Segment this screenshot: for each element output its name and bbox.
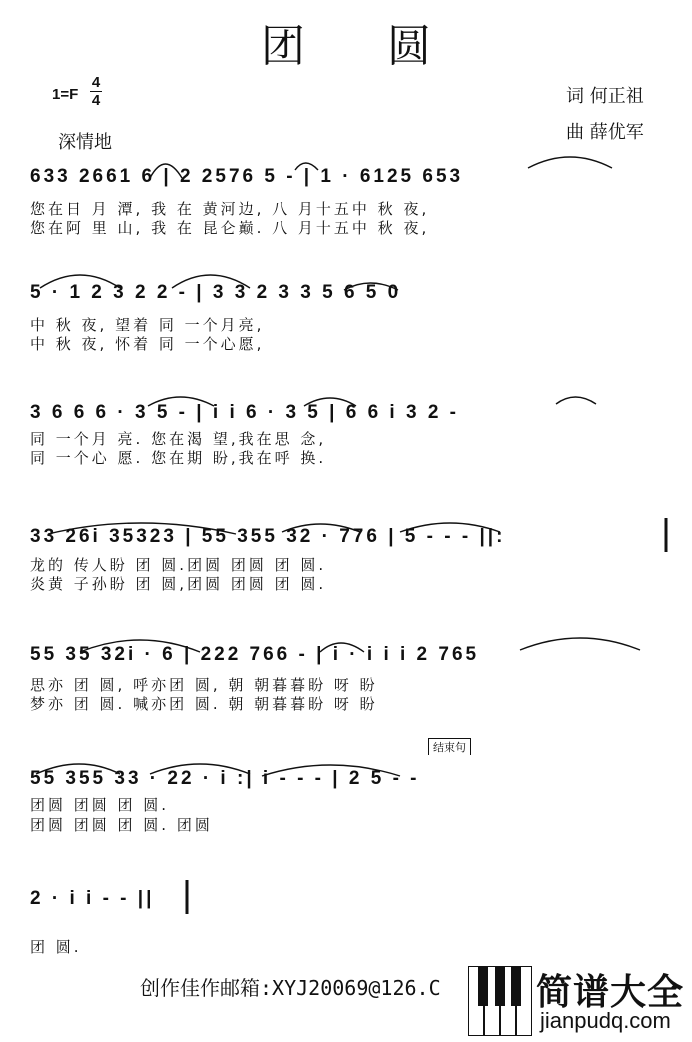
time-signature-bottom: 4 — [91, 92, 101, 109]
time-signature-top: 4 — [91, 74, 101, 91]
lyrics-verse-2: 团圆 团圆 团 圆. 团圆 — [30, 816, 213, 834]
lyrics-verse-1: 中 秋 夜, 望着 同 一个月亮, — [30, 316, 265, 334]
lyrics-verse-2: 同 一个心 愿. 您在期 盼,我在呼 换. — [30, 449, 327, 467]
piano-keys-icon — [468, 966, 532, 1036]
notation-line: 33 26i 35323 | 55 355 32 · 776 | 5 - - - ||: — [30, 526, 506, 547]
logo-name: 简谱大全 — [536, 972, 685, 1013]
composer-credit: 曲 薛优军 — [566, 122, 644, 143]
key-signature: 1=F — [52, 86, 79, 103]
notation-line: 3 6 6 6 · 3 5 - | i i 6 · 3 5 | 6 6 i 3 2 - — [30, 402, 460, 423]
notation-line: 55 355 33 · 22 · i :| i - - - | 2 5 - - — [30, 768, 420, 789]
logo-url: jianpudq.com — [540, 1008, 671, 1033]
ending-label: 结束句 — [428, 738, 471, 755]
lyrics-verse-2: 梦亦 团 圆. 喊亦团 圆. 朝 朝暮暮盼 呀 盼 — [30, 695, 378, 713]
site-logo — [462, 962, 692, 1042]
notation-line: 2 · i i - - || — [30, 888, 155, 909]
tempo-marking: 深情地 — [58, 132, 112, 153]
lyrics-verse-1: 思亦 团 圆, 呼亦团 圆, 朝 朝暮暮盼 呀 盼 — [30, 676, 378, 694]
lyricist-credit: 词 何正祖 — [566, 86, 644, 107]
notation-line: 5 · 1 2 3 2 2 - | 3 3 2 3 3 5 6 5 0 — [30, 282, 402, 303]
notation-line: 55 35 32i · 6 | 222 766 - | i · i i i 2 765 — [30, 644, 480, 665]
lyrics-verse-2: 中 秋 夜, 怀着 同 一个心愿, — [30, 335, 265, 353]
lyrics-verse-1: 同 一个月 亮. 您在渴 望,我在思 念, — [30, 430, 327, 448]
lyrics-verse-2: 炎黄 子孙盼 团 圆,团圆 团圆 团 圆. — [30, 575, 327, 593]
notation-line: 633 2661 6 | 2 2576 5 - | 1 · 6125 653 — [30, 166, 464, 187]
footer-contact: 创作佳作邮箱:XYJ20069@126.C — [140, 976, 441, 1000]
lyrics-verse-1: 团 圆. — [30, 938, 82, 956]
lyrics-verse-2: 您在阿 里 山, 我 在 昆仑巅. 八 月十五中 秋 夜, — [30, 219, 430, 237]
lyrics-verse-1: 龙的 传人盼 团 圆.团圆 团圆 团 圆. — [30, 556, 327, 574]
lyrics-verse-1: 团圆 团圆 团 圆. — [30, 796, 170, 814]
page-title: 团 圆 — [261, 21, 465, 72]
lyrics-verse-1: 您在日 月 潭, 我 在 黄河边, 八 月十五中 秋 夜, — [30, 200, 430, 218]
